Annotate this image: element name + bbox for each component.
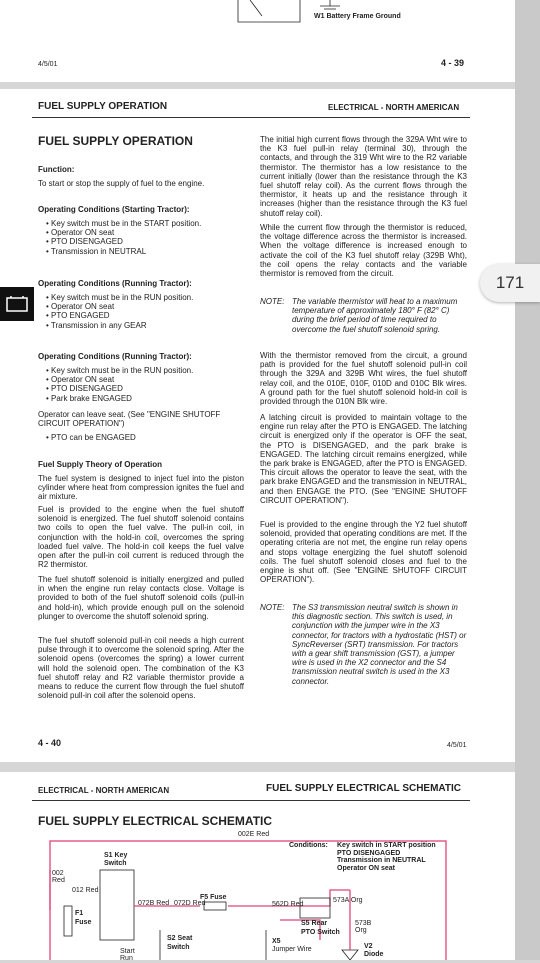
f1-fuse-label-2: Fuse (75, 919, 92, 926)
v2-diode-label: V2 (364, 943, 373, 950)
note-2-label: NOTE: (260, 603, 285, 612)
s1-key-switch-label-2: Switch (104, 860, 127, 867)
key-start-label: Start (120, 948, 135, 955)
function-heading: Function: (38, 165, 75, 174)
page-header-right: ELECTRICAL - NORTH AMERICAN (328, 103, 460, 112)
conditions-list (337, 842, 436, 872)
condition-item: Operator ON seat (337, 864, 395, 872)
starting-conditions-heading: Operating Conditions (Starting Tractor): (38, 205, 190, 214)
list-item: • Key switch must be in the RUN position. (46, 366, 194, 375)
document-page-4-41 (0, 772, 515, 960)
footer-page-number: 4 - 40 (38, 738, 62, 748)
footer-page-number: 4 - 39 (441, 58, 465, 68)
running2-conditions-heading: Operating Conditions (Running Tractor): (38, 352, 192, 361)
s1-key-switch-label: S1 Key (104, 852, 128, 859)
note-2-text: The S3 transmission neutral switch is shown in this diagnostic section. This switch is used, in conjunction with the jumper wire in the X3 connector, for tractors with a hydrostatic (HST) or SyncReverser (SRT) transmission. For tractors with a gear shift transmission (GST), a jumper wire is used in the X2 connector and the S4 transmission neutral switch is used in the X3 connector. (292, 603, 467, 686)
starting-conditions-list (46, 219, 246, 256)
battery-ground-diagram (0, 0, 515, 30)
f5-fuse-label: F5 Fuse (200, 894, 227, 901)
function-text: To start or stop the supply of fuel to the engine. (38, 179, 205, 188)
battery-icon (0, 287, 34, 321)
list-item: • Key switch must be in the START position. (46, 219, 202, 228)
note-1-text: The variable thermistor will heat to a maximum temperature of approximately 180° F (82° C) during the brief period of time required to overcome the fuel shutoff solenoid spring. (292, 297, 458, 334)
theory-paragraph-2: Fuel is provided to the engine when the fuel shutoff solenoid is energized. The fuel shutoff solenoid contains two coils to open the fuel valve. The pull-in coil, in conjunction with the hold-in coil, overcomes the spring loaded fuel valve. The hold-in coil keeps the fuel valve open after the pull-in coil current is reduced through the R2 thermistor. (38, 505, 244, 570)
wire-label-012: 012 Red (72, 887, 99, 894)
conditions-label: Conditions: (289, 842, 328, 849)
wire-label-072d: 072D Red (174, 900, 206, 907)
header-divider (32, 117, 470, 118)
footer-date: 4/5/01 (447, 742, 467, 749)
running-conditions-list (46, 293, 246, 330)
x5-jumper-label: X5 (272, 938, 281, 945)
page-number-badge[interactable]: 171 (480, 264, 540, 302)
section-title: FUEL SUPPLY OPERATION (38, 134, 193, 148)
s5-rear-pto-label-2: PTO Switch (301, 929, 340, 936)
list-item: • PTO ENGAGED (46, 311, 110, 321)
running-conditions-heading: Operating Conditions (Running Tractor): (38, 279, 192, 288)
x5-jumper-label-2: Jumper Wire (272, 946, 312, 953)
wire-label-072b: 072B Red (138, 900, 170, 907)
pto-engaged-text: • PTO can be ENGAGED (46, 433, 136, 442)
condition-item: Transmission in NEUTRAL (337, 857, 426, 864)
viewer-scrollbar[interactable] (515, 0, 540, 960)
list-item: • Operator ON seat (46, 228, 115, 238)
theory-heading: Fuel Supply Theory of Operation (38, 460, 163, 469)
s2-seat-switch-label: S2 Seat (167, 935, 193, 942)
f1-fuse-label: F1 (75, 910, 84, 917)
s5-rear-pto-label: S5 Rear (301, 920, 328, 927)
right-paragraph-5: Fuel is provided to the engine through the Y2 fuel shutoff solenoid, provided that operating conditions are met. If the operating criteria are not met, the engine run relay opens and stops voltage energizing the fuel shutoff solenoid coils. The fuel shutoff solenoid closes and fuel to the engine is shut off. (See "ENGINE SHUTOFF CIRCUIT OPERATION"). (260, 520, 467, 585)
wire-label-562d: 562D Red (272, 901, 304, 908)
document-page-4-40 (0, 89, 515, 762)
wire-label-002: 002 (52, 870, 64, 877)
page-header-left: ELECTRICAL - NORTH AMERICAN (38, 786, 170, 795)
wire-label-573b: 573B (355, 920, 372, 927)
header-divider (32, 800, 470, 801)
list-item: • Key switch must be in the RUN position. (46, 293, 194, 302)
list-item: • PTO DISENGAGED (46, 384, 123, 394)
theory-paragraph-4: The fuel shutoff solenoid pull-in coil needs a high current pulse through it to overcome the solenoid spring. After the solenoid opens (overcomes the spring) a lower current will hold the solenoid open. The combination of the K3 fuel shutoff relay and R2 variable thermistor provide a means to reduce the current flow through the fuel shutoff solenoid pull-in coil after the solenoid opens. (38, 636, 244, 701)
list-item: • Operator ON seat (46, 375, 115, 385)
list-item: • Transmission in any GEAR (46, 320, 147, 330)
right-paragraph-1: The initial high current flows through the 329A Wht wire to the K3 fuel pull-in relay (terminal 30), through the contacts, and through the 319 Wht wire to the R2 variable thermistor. The thermistor has a low resistance to the current initially (lower than the resistance through the K3 fuel shutoff relay coil). As the current flows through the thermistor, it heats up and the resistance through it increases (higher than the resistance through the K3 fuel shutoff relay coil). (260, 135, 467, 218)
list-item: • Park brake ENGAGED (46, 393, 132, 403)
list-item: • PTO DISENGAGED (46, 237, 123, 247)
footer-date: 4/5/01 (38, 61, 58, 68)
right-paragraph-4: A latching circuit is provided to maintain voltage to the engine run relay after the PTO is ENGAGED. The latching circuit is energized only if the operator is OFF the seat, the PTO is DISENGAGED, and the park brake is ENGAGED. The latching circuit remains energized, while the park brake is ENGAGED, after the PTO is ENGAGED. This circuit allows the operator to leave the seat, with the park brake ENGAGED and the transmission in NEUTRAL, and then ENGAGE the PTO. (See "ENGINE SHUTOFF CIRCUIT OPERATION"). (260, 413, 467, 505)
note-1-label: NOTE: (260, 297, 285, 306)
page-header-left: FUEL SUPPLY OPERATION (38, 101, 168, 112)
previous-page-fragment (0, 0, 515, 82)
battery-ground-caption: W1 Battery Frame Ground (314, 13, 401, 20)
list-item: • Operator ON seat (46, 302, 115, 312)
key-run-label: Run (120, 955, 133, 962)
condition-item: Key switch in START position (337, 842, 436, 849)
page-header-right: FUEL SUPPLY ELECTRICAL SCHEMATIC (266, 783, 462, 794)
running2-conditions-list (46, 366, 246, 403)
right-paragraph-3: With the thermistor removed from the circuit, a ground path is provided for the fuel shutoff solenoid pull-in coil through the 329A and 329B Wht wires, the fuel shutoff relay coil, and the 010E, 010F, 010D and 010C Blk wires. A ground path for the fuel shutoff solenoid hold-in coil is provided through the 010N Blk wire. (260, 351, 467, 407)
schematic-title: FUEL SUPPLY ELECTRICAL SCHEMATIC (38, 814, 273, 828)
wire-label-573a: 573A Org (333, 897, 363, 904)
schematic-wire-label: 002E Red (238, 831, 270, 838)
right-paragraph-2: While the current flow through the thermistor is reduced, the voltage difference across the thermistor is increased. When the voltage difference is increased enough to activate the coil of the K3 fuel shutoff relay (329B Wht), the coil opens the relay contacts and the variable thermistor is removed from the circuit. (260, 223, 467, 279)
condition-item: PTO DISENGAGED (337, 849, 401, 857)
theory-paragraph-1: The fuel system is designed to inject fuel into the piston cylinder where heat from compression ignites the fuel and air mixture. (38, 474, 244, 502)
leave-seat-text: Operator can leave seat. (See "ENGINE SHUTOFF CIRCUIT OPERATION") (38, 410, 221, 429)
s2-seat-switch-label-2: Switch (167, 944, 190, 951)
v2-diode-label-2: Diode (364, 951, 384, 958)
theory-paragraph-3: The fuel shutoff solenoid is initially energized and pulled in when the engine run relay contacts close. Voltage is provided to both of the fuel shutoff solenoid coils (pull-in and hold-in), which provide enough pull on the solenoid plunger to overcome the shutoff solenoid spring. (38, 575, 244, 621)
battery-section-tab[interactable] (0, 287, 34, 321)
list-item: • Transmission in NEUTRAL (46, 246, 147, 256)
wire-label-002-color: Red (52, 877, 65, 884)
wire-label-573b-color: Org (355, 927, 367, 934)
